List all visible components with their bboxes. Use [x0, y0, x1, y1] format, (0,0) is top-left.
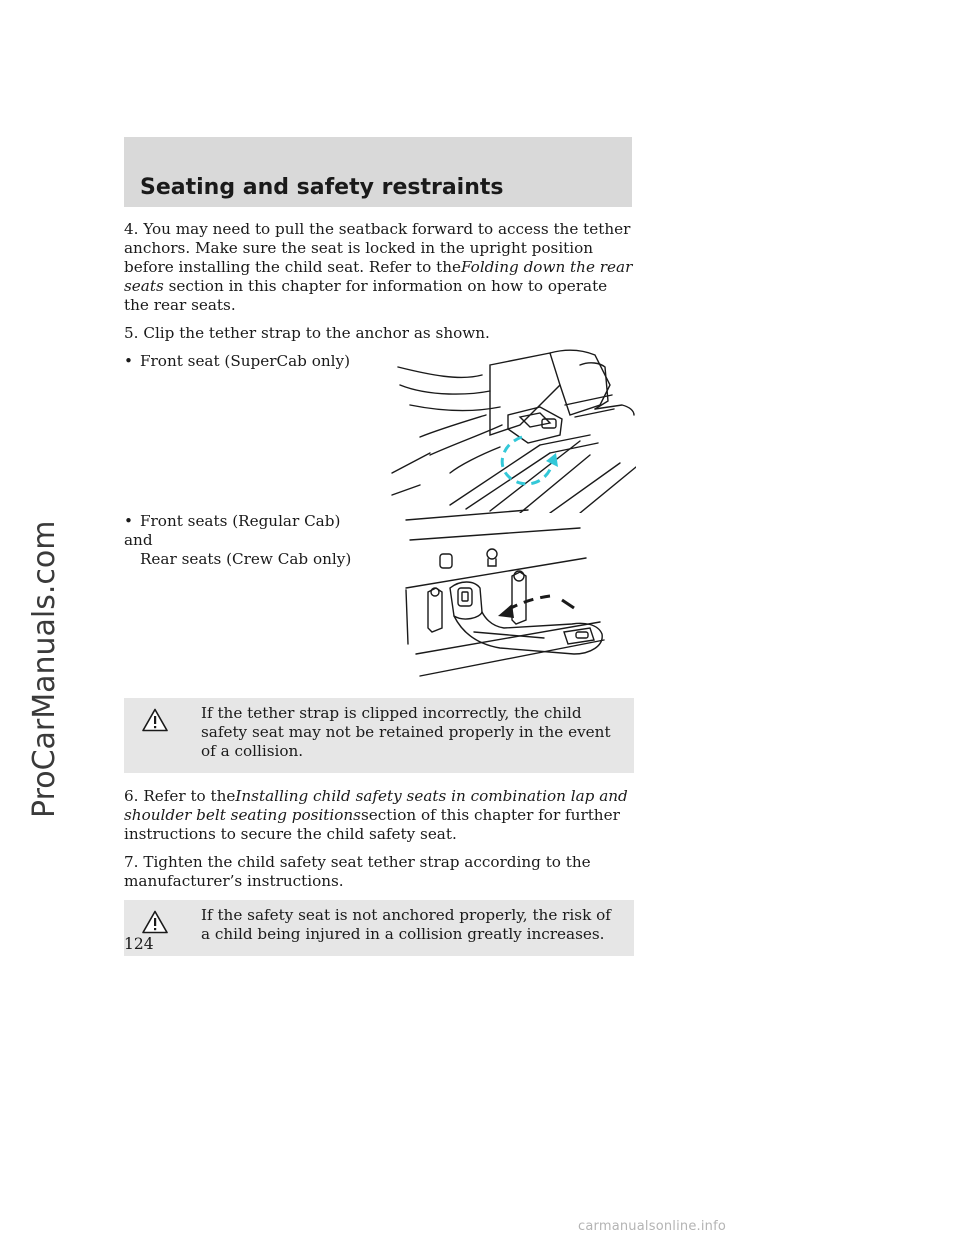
- tether-anchor-regular-crew-cab-illustration: [404, 504, 634, 682]
- bullet-item-front-rear-seats: [124, 512, 634, 698]
- step-4-text: 4. You may need to pull the seatback forward to access the tether anchors. Make sure the seat is locked in the upright position before installing the child seat. Refer to the: [124, 220, 631, 276]
- section-header: [124, 137, 632, 207]
- warning-text: If the safety seat is not anchored properly, the risk of a child being injured in a collision greatly increases.: [201, 906, 611, 943]
- warning-triangle-icon: [142, 708, 168, 732]
- warning-box-not-anchored: [124, 900, 634, 956]
- footer-watermark: carmanualsonline.info: [578, 1219, 727, 1234]
- bullet-marker: •: [124, 352, 133, 370]
- bullet-label: Front seat (SuperCab only): [140, 352, 351, 370]
- bullet-label-cont: Rear seats (Crew Cab only): [140, 550, 352, 568]
- watermark-text: ProCarManuals.com: [27, 520, 62, 818]
- step-4-reference: Folding down the rear seats: [124, 258, 633, 295]
- tether-anchor-supercab-illustration: [390, 345, 636, 513]
- step-5-paragraph: 5. Clip the tether strap to the anchor as shown.: [124, 324, 490, 342]
- warning-box-tether-clipped: [124, 698, 634, 773]
- bullet-label: Front seats (Regular Cab) and: [124, 512, 341, 549]
- step-7-paragraph: 7. Tighten the child safety seat tether strap according to the manufacturer’s instructions.: [124, 853, 591, 890]
- main-content: [124, 220, 634, 970]
- step-6-text-cont: section of this chapter for further instructions to secure the child safety seat.: [124, 806, 620, 843]
- step-6-paragraph: [124, 787, 634, 844]
- page-number: 124: [124, 935, 154, 953]
- section-title: Seating and safety restraints: [140, 175, 504, 200]
- bullet-marker: •: [124, 512, 133, 530]
- watermark: [10, 440, 70, 820]
- warning-text: If the tether strap is clipped incorrectly, the child safety seat may not be retained properly in the event of a collision.: [201, 704, 611, 760]
- step-6-reference: Installing child safety seats in combination lap and shoulder belt seating positions: [124, 787, 628, 824]
- step-4-paragraph: [124, 220, 634, 315]
- bullet-item-front-seat-supercab: [124, 352, 634, 512]
- step-6-text: 6. Refer to the: [124, 787, 236, 805]
- step-4-text-cont: section in this chapter for information on how to operate the rear seats.: [124, 277, 608, 314]
- warning-triangle-icon: [142, 910, 168, 934]
